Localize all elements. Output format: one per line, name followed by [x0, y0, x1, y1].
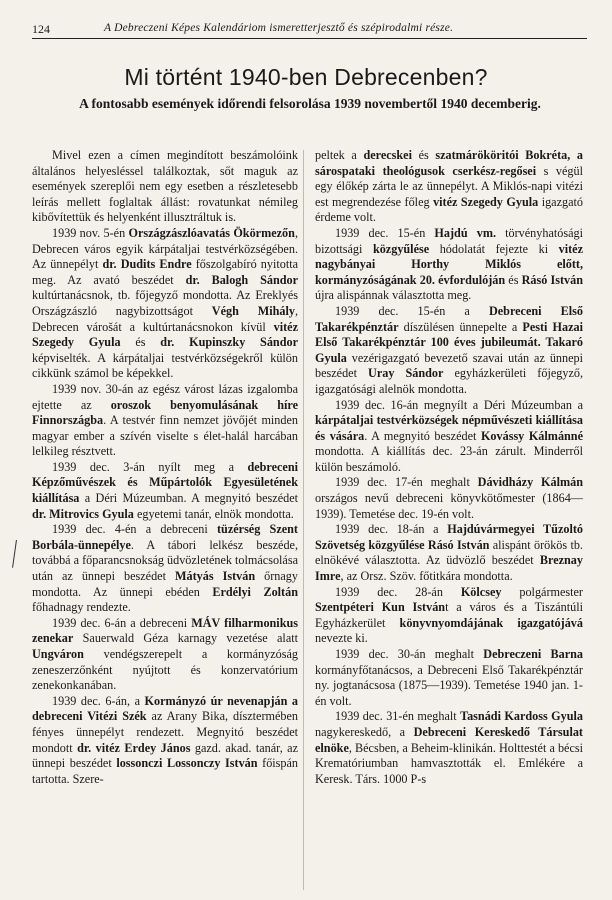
left-column — [32, 148, 298, 787]
paragraph: Mivel ezen a címen megindított beszámolóink általános helyesléssel találkoztak, sőt maguk az események szereplői nem egy esetben a részletesebb leírás mellett foglaltak állást: rovatunkat némileg kibővítettük és helyenként illusztráltuk is. — [32, 148, 298, 225]
article-title: Mi történt 1940-ben Debrecenben? — [124, 64, 488, 90]
paragraph: 1939 dec. 4-én a debreceni tüzérség Szent Borbála-ünnepélye. A tábori lelkész beszéde, továbbá a főparancsnokság üdvözletének tolmácsolása után az ünnepi beszédet Mátyás István őrnagy mondotta. Az ünnepi ebéden Erdélyi Zoltán főhadnagy rendezte. — [32, 522, 298, 615]
paragraph: 1939 nov. 5-én Országzászlóavatás Ökörmezőn, Debrecen város egyik kárpátaljai testvérközségében. Az ünnepélyt dr. Dudits Endre főszolgabíró nyitotta meg. Az avató beszédet dr. Balogh Sándor kultúrtanácsnok, tb. főjegyző mondotta. Az Ereklyés Országzászló nagybizottságot Végh Mihály, Debrecen várošát a kultúrtanácsnokon kívül vitéz Szegedy Gyula és dr. Kupinszky Sándor képviselték. A kárpátaljai testvérközségekről külön cikkünk számol be képekkel. — [32, 225, 299, 381]
paragraph: 1939 dec. 31-én meghalt Tasnádi Kardoss Gyula nagykereskedő, a Debreceni Kereskedő Társulat elnöke, Bécsben, a Beheim-klinikán. Holttestét a bécsi Krematóriumban hamvasztották el. Emlékére a Keresk. Társ. 1000 P-s — [315, 709, 583, 786]
right-column — [315, 148, 583, 787]
paragraph: 1939 dec. 6-án, a Kormányzó úr nevenapján a debreceni Vitézi Szék az Arany Bika, dísztermében fényes ünnepélyt rendezett. Megnyitó beszédet mondott dr. vitéz Erdey János gazd. akad. tanár, az ünnepi beszédet lossonczi Lossonczy István főispán tartotta. Szere- — [32, 693, 299, 786]
paragraph: peltek a derecskei és szatmárököritói Bokréta, a sárospataki theológusok cserkész-regősei s végül egy élőkép zárta le az ünnepélyt. A Miklós-napi vitézi est megrendezése főleg vitéz Szegedy Gyula igazgató érdeme volt. — [315, 148, 583, 225]
paragraph: 1939 dec. 16-án megnyílt a Déri Múzeumban a kárpátaljai testvérközségek népművészeti kiállítása és vására. A megnyitó beszédet Kovássy Kálmánné mondotta. A kiállítás dec. 23-án zárult. Minderről külön beszámoló. — [315, 397, 583, 474]
page-number: 124 — [32, 22, 50, 36]
paragraph: 1939 dec. 17-én meghalt Dávidházy Kálmán országos nevű debreceni könyvkötőmester (1864—1939). Temetése dec. 19-én volt. — [315, 475, 583, 521]
running-title: A Debreczeni Képes Kalendáriom ismeretterjesztő és szépirodalmi része. — [104, 22, 454, 34]
paragraph: 1939 dec. 6-án a debreceni MÁV filharmonikus zenekar Sauerwald Géza karnagy vezetése alatt Ungváron vendégszerepelt a kormányzóság zeneszerzőnként nyújtott és konzervatórium zenekonkanában. — [32, 615, 298, 693]
paragraph: 1939 dec. 15-én a Debreceni Első Takarékpénztár díszülésen ünnepelte a Pesti Hazai Első Takarékpénztár 100 éves jubileumát. Takaró Gyula vezérigazgató bevezető szavai után az ünnepi beszédet Uray Sándor egyházkerületi főjegyző, igazgatósági alelnök mondotta. — [315, 303, 583, 396]
paragraph: 1939 dec. 28-án Kölcsey polgármester Szentpéteri Kun Istvánt a város és a Tiszántúli Egyházkerület könyvnyomdájának igazgatójává nevezte ki. — [315, 584, 583, 646]
article-subtitle: A fontosabb események időrendi felsorolása 1939 novembertől 1940 decemberig. — [79, 96, 541, 111]
paragraph: 1939 dec. 18-án a Hajdúvármegyei Tűzoltó Szövetség közgyűlése Rásó István alispánt örökös tb. elnökévé választotta. Az üdvözlő beszédet Breznay Imre, az Orsz. Szöv. főtitkára mondotta. — [315, 522, 583, 584]
running-header — [32, 20, 587, 39]
column-divider — [303, 150, 304, 890]
paragraph: 1939 dec. 30-án meghalt Debreczeni Barna kormányfőtanácsos, a Debreceni Első Takarékpénztár ny. jogtanácsosa (1875—1939). Temetése 1940 jan. 1-én volt. — [315, 647, 583, 708]
paragraph: 1939 dec. 3-án nyílt meg a debreceni Képzőművészek és Műpártolók Egyesületének kiállítása a Déri Múzeumban. A megnyitó beszédet dr. Mitrovics Gyula egyetemi tanár, elnök mondotta. — [32, 459, 298, 521]
paragraph: 1939 dec. 15-én Hajdú vm. törvényhatósági bizottsági közgyűlése hódolatát fejezte ki vitéz nagybányai Horthy Miklós előtt, kormányzóságának 20. évfordulóján és Rásó István újra alispánnak választotta meg. — [315, 225, 584, 303]
margin-pencil-mark — [12, 540, 19, 568]
paragraph: 1939 nov. 30-án az egész várost lázas izgalomba ejtette az oroszok benyomulásának híre Finnországba. A testvér finn nemzet jövőjét minden magyar ember a szívén viselte s élet-halál harcában lelkileg résztvett. — [32, 381, 298, 459]
